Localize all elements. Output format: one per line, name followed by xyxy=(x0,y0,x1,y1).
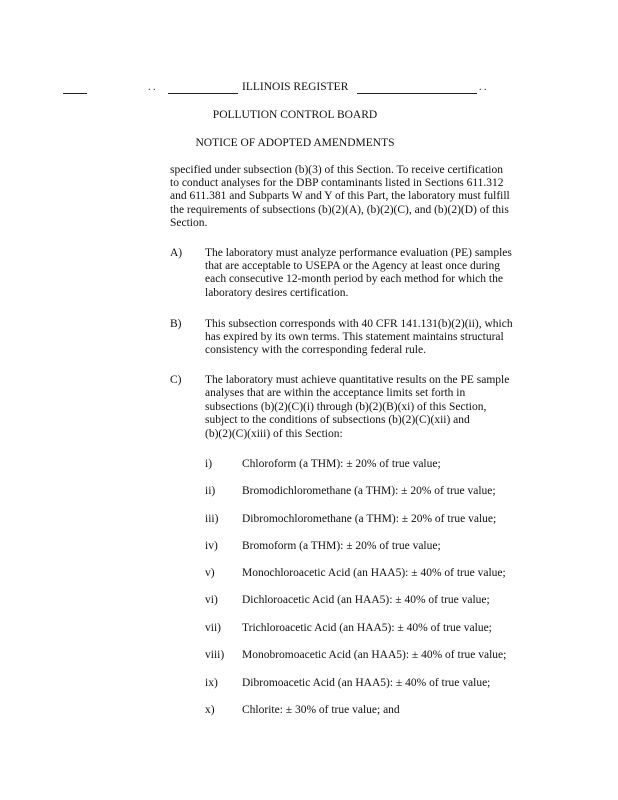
notice-heading: NOTICE OF ADOPTED AMENDMENTS xyxy=(195,137,395,149)
subsection-line: The laboratory must achieve quantitative results on the PE sample xyxy=(205,374,510,386)
intro-line: Section. xyxy=(170,217,208,229)
subsection-line: subject to the conditions of subsections (b)(2)(C)(xii) and xyxy=(205,414,470,426)
subsection-line: The laboratory must analyze performance evaluation (PE) samples xyxy=(205,247,512,259)
item-text: Chlorite: ± 30% of true value; and xyxy=(242,704,400,716)
subsection-line: consistency with the corresponding federal rule. xyxy=(205,344,426,356)
item-number: i) xyxy=(205,458,213,470)
item-number: ix) xyxy=(205,677,218,689)
header-right-dots: . . xyxy=(479,82,487,93)
subsection-line: (b)(2)(C)(xiii) of this Section: xyxy=(205,428,343,440)
item-number: v) xyxy=(205,567,215,579)
item-number: viii) xyxy=(205,649,225,661)
item-text: Dibromoacetic Acid (an HAA5): ± 40% of true value; xyxy=(242,677,491,689)
item-text: Chloroform (a THM): ± 20% of true value; xyxy=(242,458,441,470)
subsection-line: that are acceptable to USEPA or the Agency at least once during xyxy=(205,260,500,272)
subsection-line: subsections (b)(2)(C)(i) through (b)(2)(B)(xi) of this Section, xyxy=(205,401,487,413)
item-number: iii) xyxy=(205,513,219,525)
header-left-dots: . . xyxy=(148,82,156,93)
header-rule-after-title xyxy=(357,93,477,94)
subsection-label: B) xyxy=(170,318,182,330)
subsection-label: C) xyxy=(170,374,182,386)
item-number: ii) xyxy=(205,485,216,497)
header-left-rule xyxy=(63,93,87,94)
subsection-line: each consecutive 12-month period by each method for which the xyxy=(205,273,503,285)
item-text: Monochloroacetic Acid (an HAA5): ± 40% of true value; xyxy=(242,567,506,579)
item-number: vi) xyxy=(205,594,218,606)
intro-line: specified under subsection (b)(3) of this Section. To receive certification xyxy=(170,164,504,176)
item-text: Dibromochloromethane (a THM): ± 20% of true value; xyxy=(242,513,497,525)
item-text: Bromodichloromethane (a THM): ± 20% of true value; xyxy=(242,485,496,497)
header-rule-before-title xyxy=(168,93,238,94)
item-number: vii) xyxy=(205,622,221,634)
item-text: Monobromoacetic Acid (an HAA5): ± 40% of true value; xyxy=(242,649,507,661)
item-text: Bromoform (a THM): ± 20% of true value; xyxy=(242,540,441,552)
subsection-line: has expired by its own terms. This statement maintains structural xyxy=(205,331,504,343)
item-text: Dichloroacetic Acid (an HAA5): ± 40% of true value; xyxy=(242,594,490,606)
register-title: ILLINOIS REGISTER xyxy=(242,81,349,93)
intro-line: to conduct analyses for the DBP contaminants listed in Sections 611.312 xyxy=(170,177,504,189)
intro-line: the requirements of subsections (b)(2)(A), (b)(2)(C), and (b)(2)(D) of this xyxy=(170,204,509,216)
agency-heading: POLLUTION CONTROL BOARD xyxy=(212,109,378,121)
subsection-line: This subsection corresponds with 40 CFR 141.131(b)(2)(ii), which xyxy=(205,318,513,330)
subsection-line: laboratory desires certification. xyxy=(205,287,349,299)
item-text: Trichloroacetic Acid (an HAA5): ± 40% of true value; xyxy=(242,622,492,634)
subsection-label: A) xyxy=(170,247,183,259)
intro-line: and 611.381 and Subparts W and Y of this Part, the laboratory must fulfill xyxy=(170,190,510,202)
item-number: x) xyxy=(205,704,215,716)
item-number: iv) xyxy=(205,540,218,552)
subsection-line: analyses that are within the acceptance limits set forth in xyxy=(205,387,466,399)
